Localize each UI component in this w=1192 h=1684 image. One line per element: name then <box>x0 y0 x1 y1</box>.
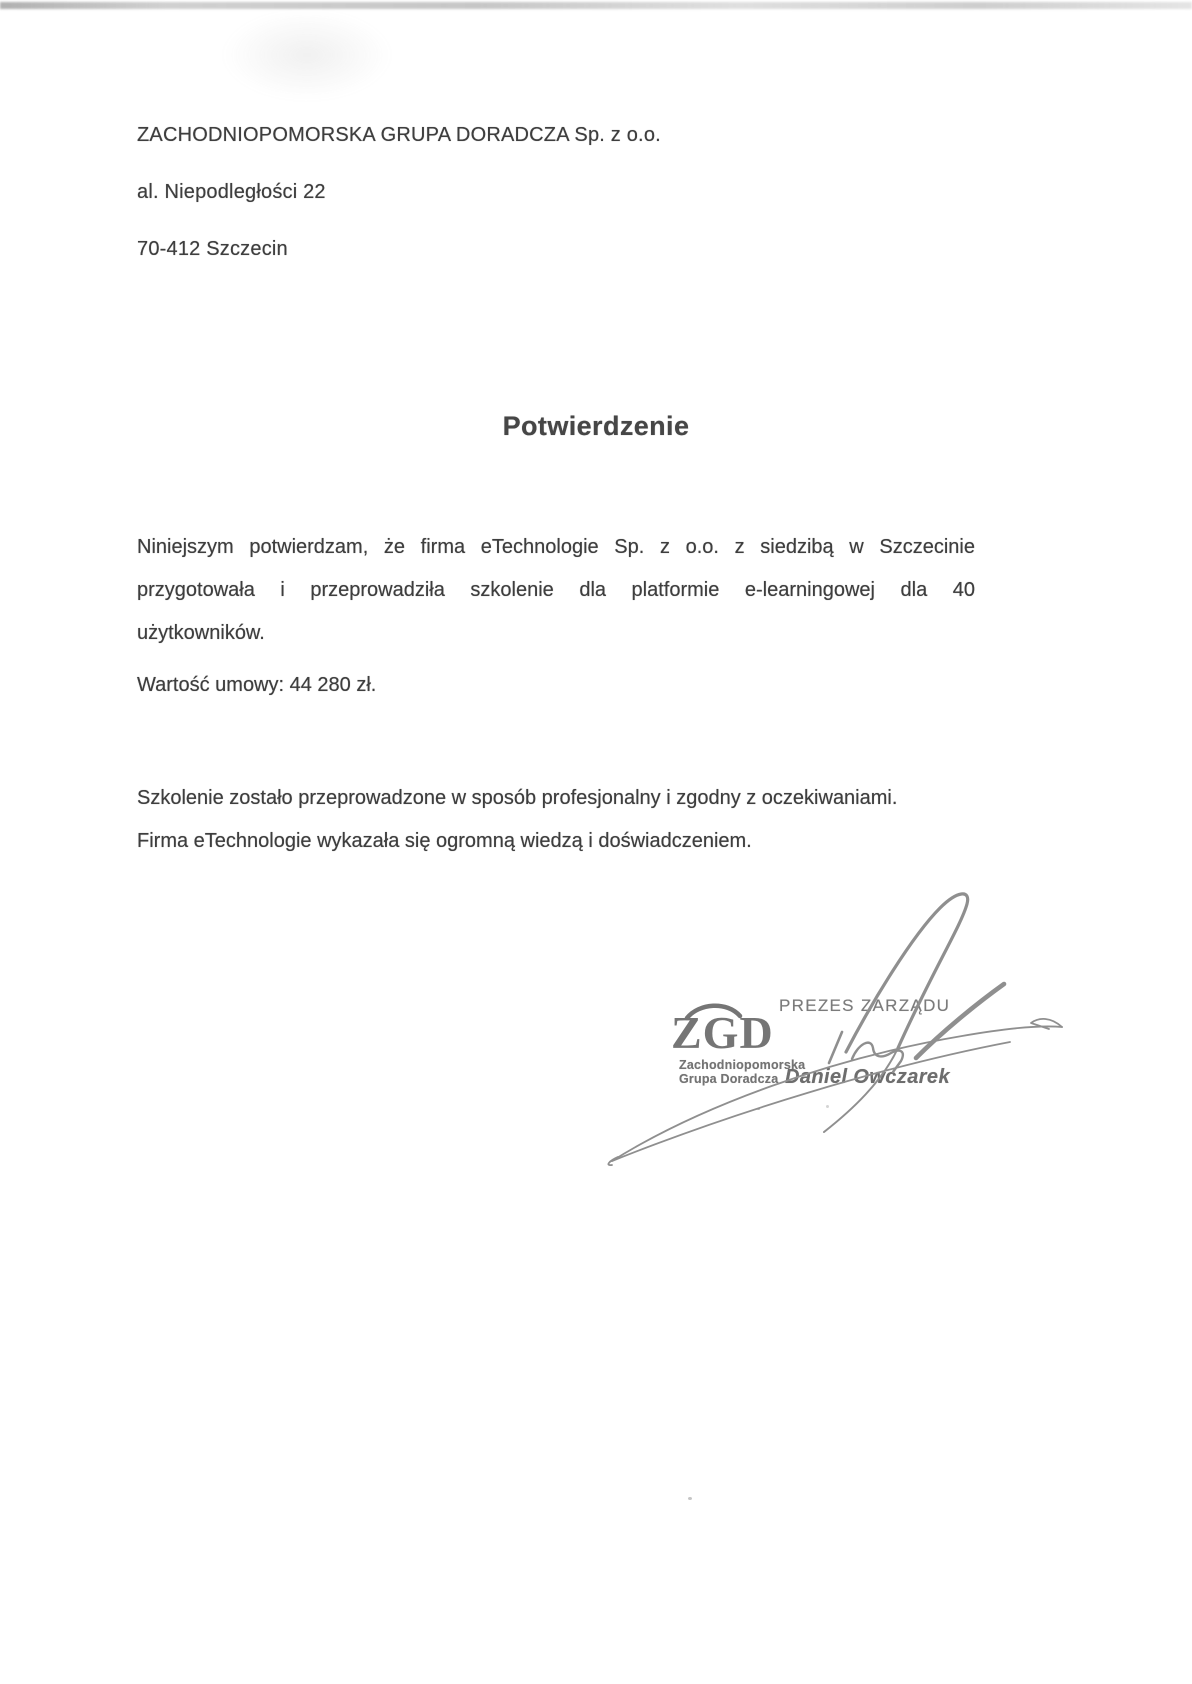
sender-company-name: ZACHODNIOPOMORSKA GRUPA DORADCZA Sp. z o.o. <box>137 124 661 146</box>
body-line: przygotowała i przeprowadziła szkolenie dla platformie e-learningowej dla 40 <box>137 579 975 601</box>
logo-subtitle-line: Zachodniopomorska <box>679 1058 806 1072</box>
signer-name: Daniel Owczarek <box>785 1066 950 1088</box>
body-line: Firma eTechnologie wykazała się ogromną wiedzą i doświadczeniem. <box>137 830 752 852</box>
scan-speck <box>688 1497 692 1500</box>
sender-street-address: al. Niepodległości 22 <box>137 181 326 203</box>
contract-value-line: Wartość umowy: 44 280 zł. <box>137 674 377 696</box>
body-line: Szkolenie zostało przeprowadzone w sposób profesjonalny i zgodny z oczekiwaniami. <box>137 787 898 809</box>
signer-role-label: PREZES ZARZĄDU <box>779 996 951 1015</box>
scan-smudge-artifact <box>222 10 392 100</box>
handwritten-signature-strokes <box>540 855 1140 1185</box>
company-logo-acronym: ZGD <box>671 1007 774 1058</box>
opinion-paragraph <box>137 777 975 863</box>
document-title: Potwierdzenie <box>502 411 690 441</box>
confirmation-paragraph <box>137 526 975 655</box>
sender-city-line: 70-412 Szczecin <box>137 238 288 260</box>
scan-edge-artifact <box>0 2 1192 9</box>
body-line: Niniejszym potwierdzam, że firma eTechnologie Sp. z o.o. z siedzibą w Szczecinie <box>137 536 975 558</box>
body-line: użytkowników. <box>137 622 265 644</box>
logo-subtitle-line: Grupa Doradcza <box>679 1072 779 1086</box>
